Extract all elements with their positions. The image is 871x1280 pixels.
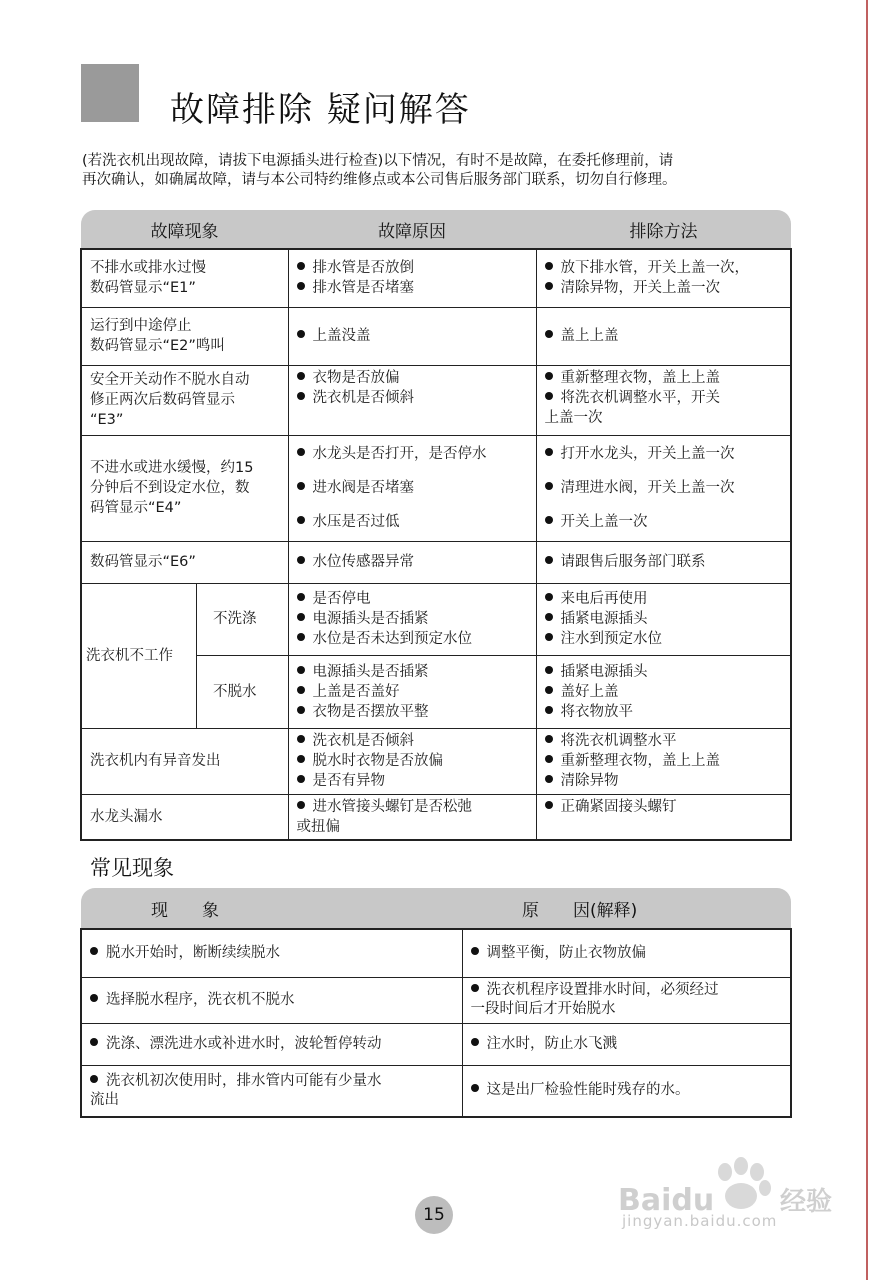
fix-item: 来电后再使用 [560,591,648,608]
fix-item: 插紧电源插头 [560,663,648,680]
bullet-icon [471,984,479,992]
table-row [81,435,791,541]
symptom-line: 安全开关动作不脱水自动 [90,372,250,388]
bullet-icon [297,775,305,783]
bullet-icon [545,633,553,641]
cause-item: 进水阀是否堵塞 [312,480,414,496]
bullet-icon [545,262,553,270]
table-row [81,1065,791,1117]
bullet-icon [297,686,305,694]
intro-line: 再次确认，如确属故障，请与本公司特约维修点或本公司售后服务部门联系，切勿自行修理。 [82,172,677,188]
table-row [81,728,791,794]
table-row [81,249,791,307]
fix-cell [536,365,791,435]
bullet-icon [297,633,305,641]
fix-item: 盖好上盖 [560,683,619,700]
phenomenon-text: 选择脱水程序，洗衣机不脱水 [106,991,295,1008]
intro-paragraph [82,152,794,190]
fix-cell [536,307,791,365]
symptom-cell [81,307,288,365]
fix-cell [536,656,791,729]
bullet-icon [297,735,305,743]
bullet-icon [297,282,305,290]
symptom-line: 不排水或排水过慢 [90,260,206,277]
reason-text: 调整平衡，防止衣物放偏 [486,944,646,961]
table-row [81,365,791,435]
cause-item: 上盖没盖 [312,328,371,344]
page-edge-line [866,0,868,1280]
symptom-line: 运行到中途停止 [90,318,192,334]
phenomenon-text: 脱水开始时，断断续续脱水 [106,944,280,961]
symptom-cell: 洗衣机内有异音发出 [81,728,288,794]
bullet-icon [471,947,479,955]
bullet-icon [297,556,305,564]
table-header-row [81,210,791,249]
symptom-line: 数码管显示“E6” [90,554,196,570]
fix-item: 重新整理衣物，盖上上盖 [560,369,720,386]
cause-item: 排水管是否堵塞 [312,280,414,297]
fix-item: 开关上盖一次 [560,514,648,530]
baidu-watermark-logo [612,1150,852,1260]
cause-cell [288,583,536,656]
cause-item: 是否停电 [312,591,371,608]
fix-cell [536,249,791,307]
symptom-cell [81,435,288,541]
reason-cell [462,1023,791,1065]
bullet-icon [297,613,305,621]
symptom-line: 分钟后不到设定水位，数 [90,480,250,496]
cause-cell [288,249,536,307]
cause-cell [288,365,536,435]
bullet-icon [545,448,553,456]
bullet-icon [90,947,98,955]
table-row [81,929,791,977]
cause-item: 水位传感器异常 [312,554,414,570]
fix-item: 清除异物 [560,773,619,789]
reason-text: 注水时，防止水飞溅 [486,1035,617,1052]
bullet-icon [545,686,553,694]
bullet-icon [545,516,553,524]
bullet-icon [545,482,553,490]
header-symptom: 故障现象 [81,210,288,249]
bullet-icon [297,666,305,674]
cause-cell [288,728,536,794]
fix-item: 重新整理衣物，盖上上盖 [560,753,720,769]
fix-item: 打开水龙头，开关上盖一次 [560,446,735,462]
fix-item: 注水到预定水位 [560,631,662,648]
bullet-icon [297,755,305,763]
symptom-cell: 水龙头漏水 [81,794,288,840]
bullet-icon [471,1038,479,1046]
bullet-icon [545,735,553,743]
phenomenon-text: 洗衣机初次使用时，排水管内可能有少量水 [106,1072,382,1089]
bullet-icon [545,775,553,783]
symptom-line: 数码管显示“E2”鸣叫 [90,338,225,354]
common-phenomena-table [80,888,792,1118]
table-header-row [81,888,791,929]
cause-item: 脱水时衣物是否放偏 [312,753,443,769]
no-spin-label: 不脱水 [213,683,257,700]
phenomenon-cell [81,977,462,1023]
watermark-sub: 经验 [780,1187,833,1217]
symptom-line: 不进水或进水缓慢，约15 [90,460,254,476]
bullet-icon [297,392,305,400]
bullet-icon [297,801,305,809]
cause-item: 洗衣机是否倾斜 [312,733,414,749]
bullet-icon [545,613,553,621]
fix-item-continuation: 上盖一次 [544,409,603,426]
reason-cell [462,929,791,977]
cause-item: 是否有异物 [312,773,385,789]
bullet-icon [297,448,305,456]
symptom-line: 数码管显示“E1” [90,280,196,297]
symptom-cell [81,541,288,583]
bullet-icon [545,372,553,380]
symptom-line: 码管显示“E4” [90,500,182,516]
fix-item: 请跟售后服务部门联系 [560,554,706,570]
bullet-icon [545,801,553,809]
watermark-brand: Baidu [618,1183,715,1218]
fix-item: 放下排水管，开关上盖一次， [560,260,749,277]
phenomenon-text: 洗涤、漂洗进水或补进水时，波轮暂停转动 [106,1035,382,1052]
bullet-icon [545,282,553,290]
reason-cell [462,977,791,1023]
fix-item: 插紧电源插头 [560,611,648,628]
symptom-line: 修正两次后数码管显示 [90,392,235,408]
symptom-cell [81,365,288,435]
bullet-icon [297,482,305,490]
not-working-cell [81,583,288,728]
fix-cell [536,583,791,656]
cause-cell [288,794,536,840]
bullet-icon [297,372,305,380]
bullet-icon [297,516,305,524]
phenomenon-text-continuation: 流出 [90,1091,119,1108]
section-title-common: 常见现象 [90,856,174,880]
table-row [81,583,791,656]
no-wash-label: 不洗涤 [197,584,288,657]
phenomenon-cell [81,929,462,977]
reason-text: 这是出厂检验性能时残存的水。 [486,1082,690,1099]
fix-cell [536,541,791,583]
bullet-icon [297,262,305,270]
cause-item: 排水管是否放倒 [312,260,414,277]
watermark-url: jingyan.baidu.com [622,1212,778,1230]
cause-item: 衣物是否放偏 [312,369,400,386]
cause-item: 洗衣机是否倾斜 [312,389,414,406]
table-row [81,977,791,1023]
reason-cell [462,1065,791,1117]
bullet-icon [545,556,553,564]
cause-item: 水位是否未达到预定水位 [312,631,472,648]
page-title: 故障排除 疑问解答 [170,90,471,130]
header-fix: 排除方法 [536,210,791,249]
cause-cell [288,435,536,541]
bullet-icon [471,1084,479,1092]
fix-cell [536,794,791,840]
cause-item: 电源插头是否插紧 [312,611,429,628]
bullet-icon [545,330,553,338]
table-row [81,307,791,365]
symptom-line: “E3” [90,412,124,428]
reason-text-continuation: 一段时间后才开始脱水 [470,1001,616,1017]
cause-item-continuation: 或扭偏 [296,818,340,835]
table-row [81,1023,791,1065]
symptom-cell [81,249,288,307]
bullet-icon [545,666,553,674]
troubleshooting-table [80,210,792,841]
bullet-icon [545,755,553,763]
cause-item: 上盖是否盖好 [312,683,400,700]
bullet-icon [297,593,305,601]
bullet-icon [297,330,305,338]
fix-item: 清理进水阀，开关上盖一次 [560,480,735,496]
fix-item: 清除异物，开关上盖一次 [560,280,720,297]
bullet-icon [545,706,553,714]
fix-cell [536,728,791,794]
bullet-icon [90,1038,98,1046]
intro-line: (若洗衣机出现故障，请拔下电源插头进行检查)以下情况，有时不是故障，在委托修理前，请 [82,153,674,169]
cause-cell [288,541,536,583]
cause-cell [288,656,536,729]
title-marker-block [81,64,139,122]
fix-item: 将衣物放平 [560,703,633,720]
header-cause: 故障原因 [288,210,536,249]
cause-item: 水压是否过低 [312,514,400,530]
header-reason: 原 因(解释) [462,888,791,929]
page-number: 15 [415,1196,453,1234]
fix-cell [536,435,791,541]
table-row [81,541,791,583]
cause-item: 进水管接头螺钉是否松弛 [312,798,472,815]
bullet-icon [90,1075,98,1083]
reason-text: 洗衣机程序设置排水时间，必须经过 [486,982,719,998]
phenomenon-cell [81,1023,462,1065]
cause-item: 水龙头是否打开，是否停水 [312,446,487,462]
bullet-icon [545,392,553,400]
cause-item: 电源插头是否插紧 [312,663,429,680]
phenomenon-cell [81,1065,462,1117]
table-row [81,794,791,840]
bullet-icon [545,593,553,601]
cause-item: 衣物是否摆放平整 [312,703,429,720]
cause-cell [288,307,536,365]
bullet-icon [297,706,305,714]
fix-item: 将洗衣机调整水平 [560,733,677,749]
fix-item: 盖上上盖 [560,328,619,344]
header-phenomenon: 现 象 [81,888,462,929]
fix-item: 将洗衣机调整水平，开关 [560,389,720,406]
not-working-label: 洗衣机不工作 [82,584,197,728]
bullet-icon [90,994,98,1002]
fix-item: 正确紧固接头螺钉 [560,798,677,815]
